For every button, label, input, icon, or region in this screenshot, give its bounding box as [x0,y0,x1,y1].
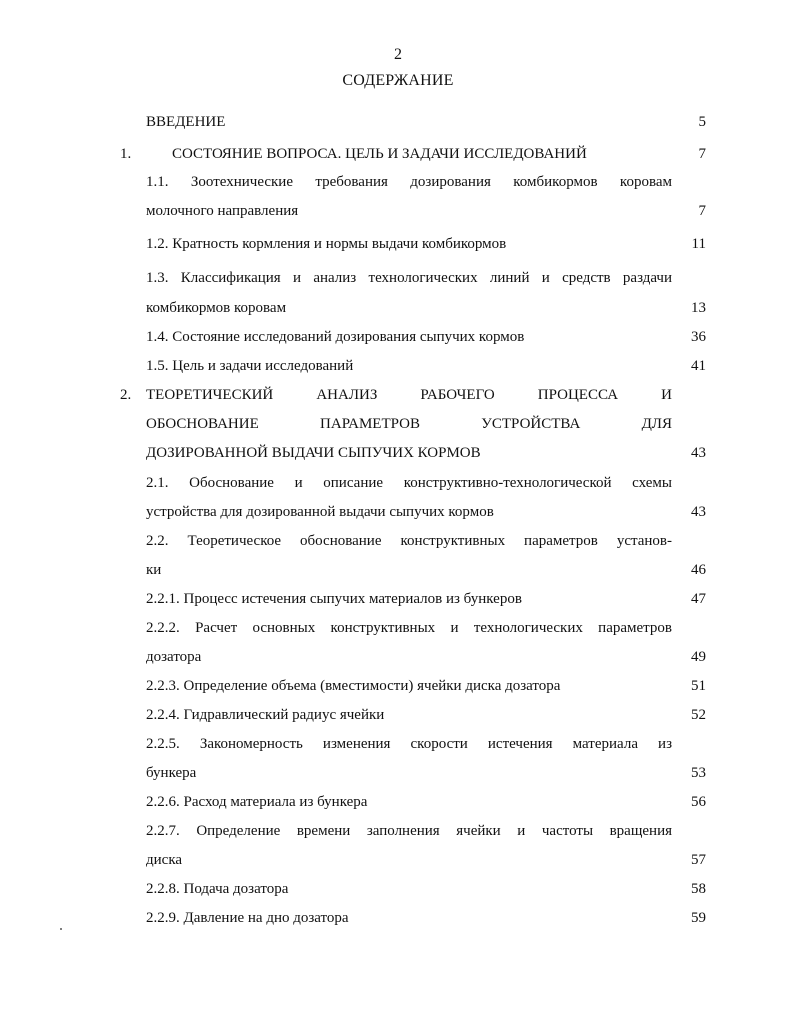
toc-section-1-3-line2: комбикормов коровам [146,300,287,316]
toc-section-2-2-line1: 2.2. Теоретическое обоснование конструктивных параметров установ- [146,533,672,549]
toc-section-2-2-9-label: 2.2.9. Давление на дно дозатора [146,910,349,926]
toc-section-2-1-line1: 2.1. Обоснование и описание конструктивно-технологической схемы [146,475,672,491]
toc-section-1-1-line1: 1.1. Зоотехнические требования дозирования комбикормов коровам [146,174,672,190]
toc-chapter-2-title-line2: ОБОСНОВАНИЕ ПАРАМЕТРОВ УСТРОЙСТВА ДЛЯ [146,416,672,432]
page-title: СОДЕРЖАНИЕ [342,72,454,89]
toc-chapter-1-page: 7 [698,146,706,162]
toc-section-2-2-2-line2: дозатора [146,649,202,665]
toc-section-2-1-line2: устройства для дозированной выдачи сыпучих кормов [146,504,494,520]
toc-section-2-2-5-line1: 2.2.5. Закономерность изменения скорости истечения материала из [146,736,672,752]
toc-section-2-2-3-page: 51 [691,678,706,694]
toc-section-2-2-8-label: 2.2.8. Подача дозатора [146,881,289,897]
toc-section-2-2-5-line2: бункера [146,765,197,781]
toc-section-2-2-9-page: 59 [691,910,706,926]
toc-section-2-2-8-page: 58 [691,881,706,897]
toc-chapter-2-title-line3: ДОЗИРОВАННОЙ ВЫДАЧИ СЫПУЧИХ КОРМОВ [146,445,481,461]
toc-section-1-3-page: 13 [691,300,706,316]
toc-section-2-2-1-page: 47 [691,591,706,607]
toc-section-1-5-label: 1.5. Цель и задачи исследований [146,358,354,374]
toc-section-2-2-7-line1: 2.2.7. Определение времени заполнения ячейки и частоты вращения [146,823,672,839]
toc-section-2-2-7-page: 57 [691,852,706,868]
toc-section-1-5-page: 41 [691,358,706,374]
toc-section-2-2-5-page: 53 [691,765,706,781]
toc-intro-page: 5 [698,114,706,130]
toc-section-1-4-label: 1.4. Состояние исследований дозирования сыпучих кормов [146,329,525,345]
toc-section-2-2-2-line1: 2.2.2. Расчет основных конструктивных и технологических параметров [146,620,672,636]
toc-section-2-2-line2: ки [146,562,162,578]
toc-section-2-2-4-label: 2.2.4. Гидравлический радиус ячейки [146,707,385,723]
toc-chapter-2-title-line1: ТЕОРЕТИЧЕСКИЙ АНАЛИЗ РАБОЧЕГО ПРОЦЕССА И [146,387,672,403]
toc-section-1-1-page: 7 [698,203,706,219]
toc-section-1-3-line1: 1.3. Классификация и анализ технологических линий и средств раздачи [146,270,672,286]
toc-section-2-2-page: 46 [691,562,706,578]
toc-section-2-2-6-page: 56 [691,794,706,810]
toc-section-2-1-page: 43 [691,504,706,520]
toc-section-2-2-2-page: 49 [691,649,706,665]
toc-section-1-1-line2: молочного направления [146,203,299,219]
toc-section-1-2-page: 11 [691,236,706,252]
toc-chapter-2-number: 2. [120,387,132,403]
toc-section-2-2-6-label: 2.2.6. Расход материала из бункера [146,794,368,810]
toc-chapter-1-title: СОСТОЯНИЕ ВОПРОСА. ЦЕЛЬ И ЗАДАЧИ ИССЛЕДОВАНИЙ [172,146,587,162]
page-number: 2 [394,46,402,63]
toc-section-1-2-label: 1.2. Кратность кормления и нормы выдачи комбикормов [146,236,507,252]
toc-section-1-4-page: 36 [691,329,706,345]
toc-section-2-2-4-page: 52 [691,707,706,723]
scan-speck [60,928,62,930]
toc-intro-label: ВВЕДЕНИЕ [146,114,226,130]
toc-section-2-2-1-label: 2.2.1. Процесс истечения сыпучих материалов из бункеров [146,591,522,607]
toc-section-2-2-7-line2: диска [146,852,183,868]
toc-chapter-2-page: 43 [691,445,706,461]
toc-chapter-1-number: 1. [120,146,132,162]
toc-section-2-2-3-label: 2.2.3. Определение объема (вместимости) ячейки диска дозатора [146,678,561,694]
